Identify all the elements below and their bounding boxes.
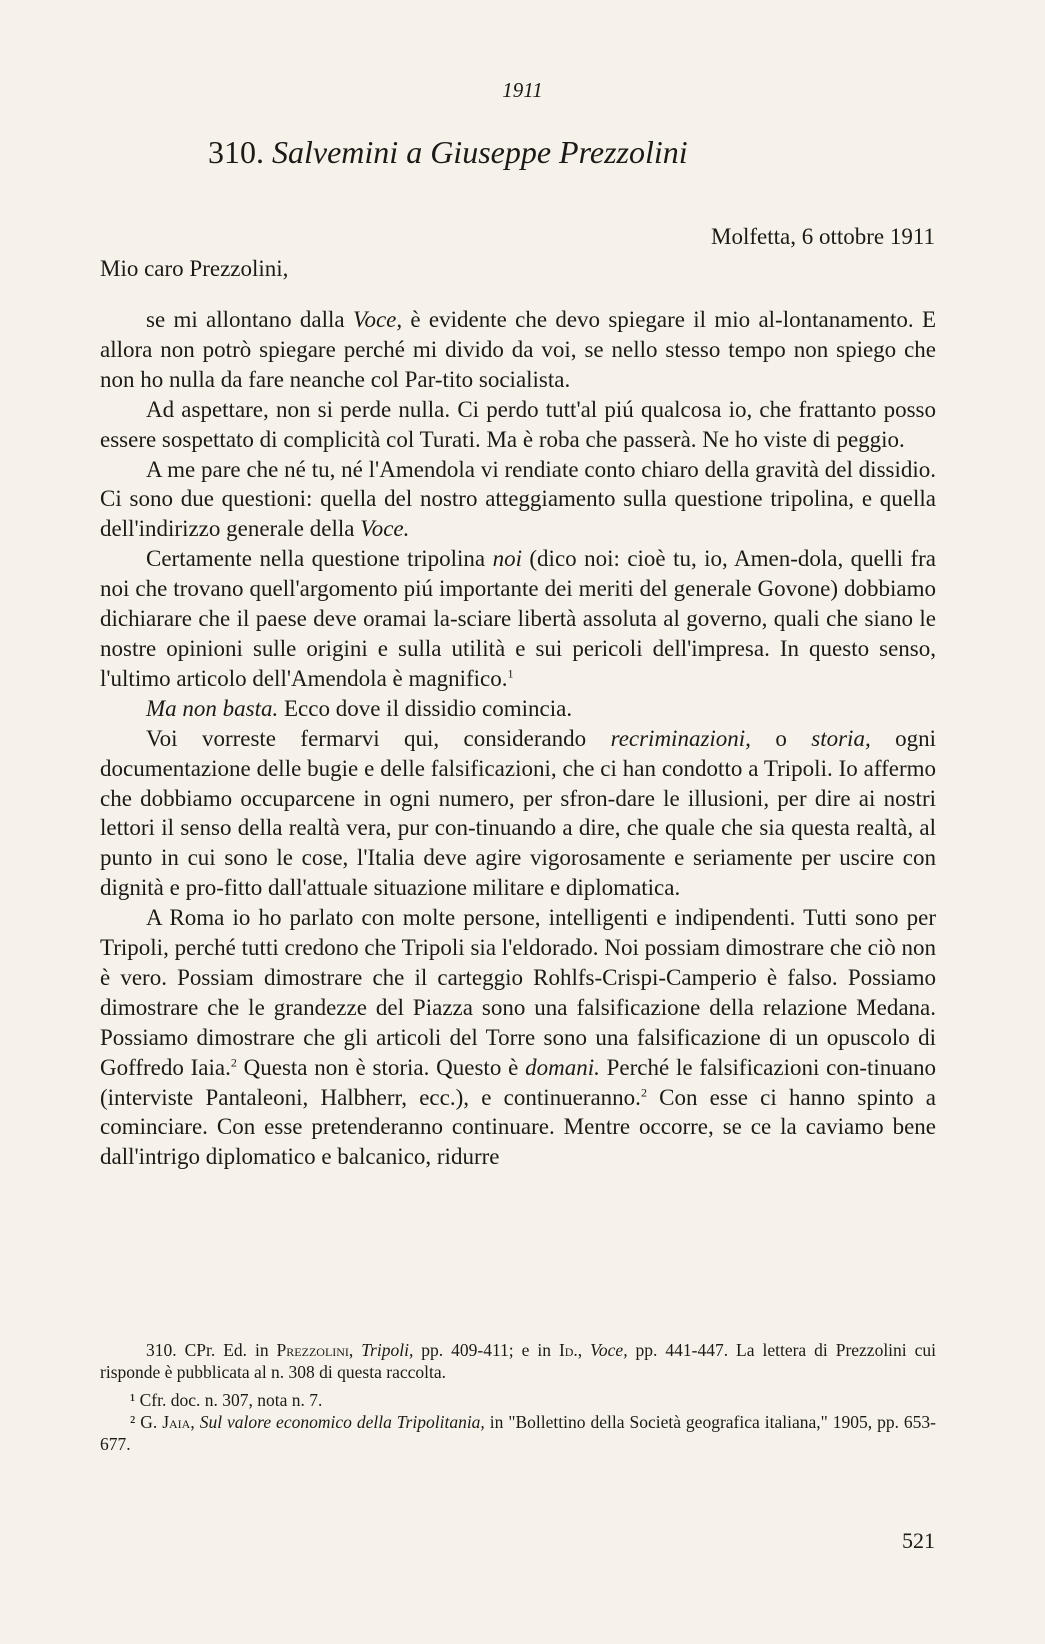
footnotes: [100, 1339, 936, 1455]
salutation: Mio caro Prezzolini,: [100, 256, 289, 281]
paragraph: se mi allontano dalla Voce, è evidente che devo spiegare il mio al-lontanamento. E allora non potrò spiegare perché mi divido da voi, se nello stesso tempo non spiego che non ho nulla da fare neanche col Par-tito socialista.: [100, 307, 936, 392]
footnote-ref: 2: [230, 1055, 237, 1069]
footnote-1: ¹ Cfr. doc. n. 307, nota n. 7.: [130, 1390, 323, 1410]
letter-body: [100, 305, 936, 1172]
footnote-ref: 1: [507, 666, 514, 681]
place-date: Molfetta, 6 ottobre 1911: [711, 224, 935, 249]
paragraph: Voi vorreste fermarvi qui, considerando recriminazioni, o storia, ogni documentazione delle bugie e delle falsificazioni, che ci han condotto a Tripoli. Io affermo che dobbiamo occuparcene in ogni numero, per sfron-dare le illusioni, per dire ai nostri lettori il senso della realtà vera, pur con-tinuando a dire, che quale che sia questa realtà, al punto in cui sono le cose, l'Italia deve agire vigorosamente e seriamente per uscire con dignità e pro-fitto dall'attuale situazione militare e diplomatica.: [100, 725, 937, 901]
paragraph: Certamente nella questione tripolina noi (dico noi: cioè tu, io, Amen-dola, quelli fra noi che trovano quell'argomento piú importante dei meriti del generale Govone) dobbiamo dichiarare che il paese deve oramai la-sciare libertà assoluta al governo, quali che siano le nostre opinioni sulle origini e sulla utilità e sui pericoli dell'impresa. In questo senso, l'ultimo articolo dell'Amendola è magnifico.$^1$: [100, 546, 936, 691]
paragraph: A me pare che né tu, né l'Amendola vi rendiate conto chiaro della gravità del dissidio. Ci sono due questioni: quella del nostro atteggiamento sulla questione tripolina, e quella dell'indirizzo generale della Voce.: [100, 456, 936, 542]
letter-number: 310.: [208, 134, 264, 170]
letter-title-text: Salvemini a Giuseppe Prezzolini: [272, 134, 688, 170]
footnote-2: ² G. Jaia, Sul valore economico della Tripolitania, in "Bollettino della Società geografica italiana," 1905, pp. 653-677.: [100, 1412, 936, 1454]
paragraph: Ad aspettare, non si perde nulla. Ci perdo tutt'al piú qualcosa io, che frattanto posso essere sospettato di complicità col Turati. Ma è roba che passerà. Ne ho viste di peggio.: [100, 396, 936, 452]
source-note: 310. CPr. Ed. in Prezzolini, Tripoli, pp. 409-411; e in Id., Voce, pp. 441-447. La lettera di Prezzolini cui risponde è pubblicata al n. 308 di questa raccolta.: [100, 1340, 937, 1382]
page-number: 521: [902, 1528, 935, 1553]
footnote-ref: 2: [640, 1084, 647, 1099]
paragraph: Ma non basta. Ecco dove il dissidio comincia.: [146, 695, 573, 721]
running-head: 1911: [502, 78, 543, 102]
letter-title: [208, 134, 688, 171]
paragraph: A Roma io ho parlato con molte persone, intelligenti e indipendenti. Tutti sono per Tripoli, perché tutti credono che Tripoli sia l'eldorado. Noi possiam dimostrare che ciò non è vero. Possiam dimostrare che il carteggio Rohlfs-Crispi-Camperio è falso. Possiamo dimostrare che le grandezze del Piazza sono una falsificazione della relazione Medana. Possiamo dimostrare che gli articoli del Torre sono una falsificazione di un opuscolo di Goffredo Iaia.$^2$ Questa non è storia. Questo è domani. Perché le falsificazioni con-tinuano (interviste Pantaleoni, Halbherr, ecc.), e continueranno.$^2$ Con esse ci hanno spinto a cominciare. Con esse pretenderanno continuare. Mentre occorre, se ce la caviamo bene dall'intrigo diplomatico e balcanico, ridurre: [100, 905, 937, 1170]
